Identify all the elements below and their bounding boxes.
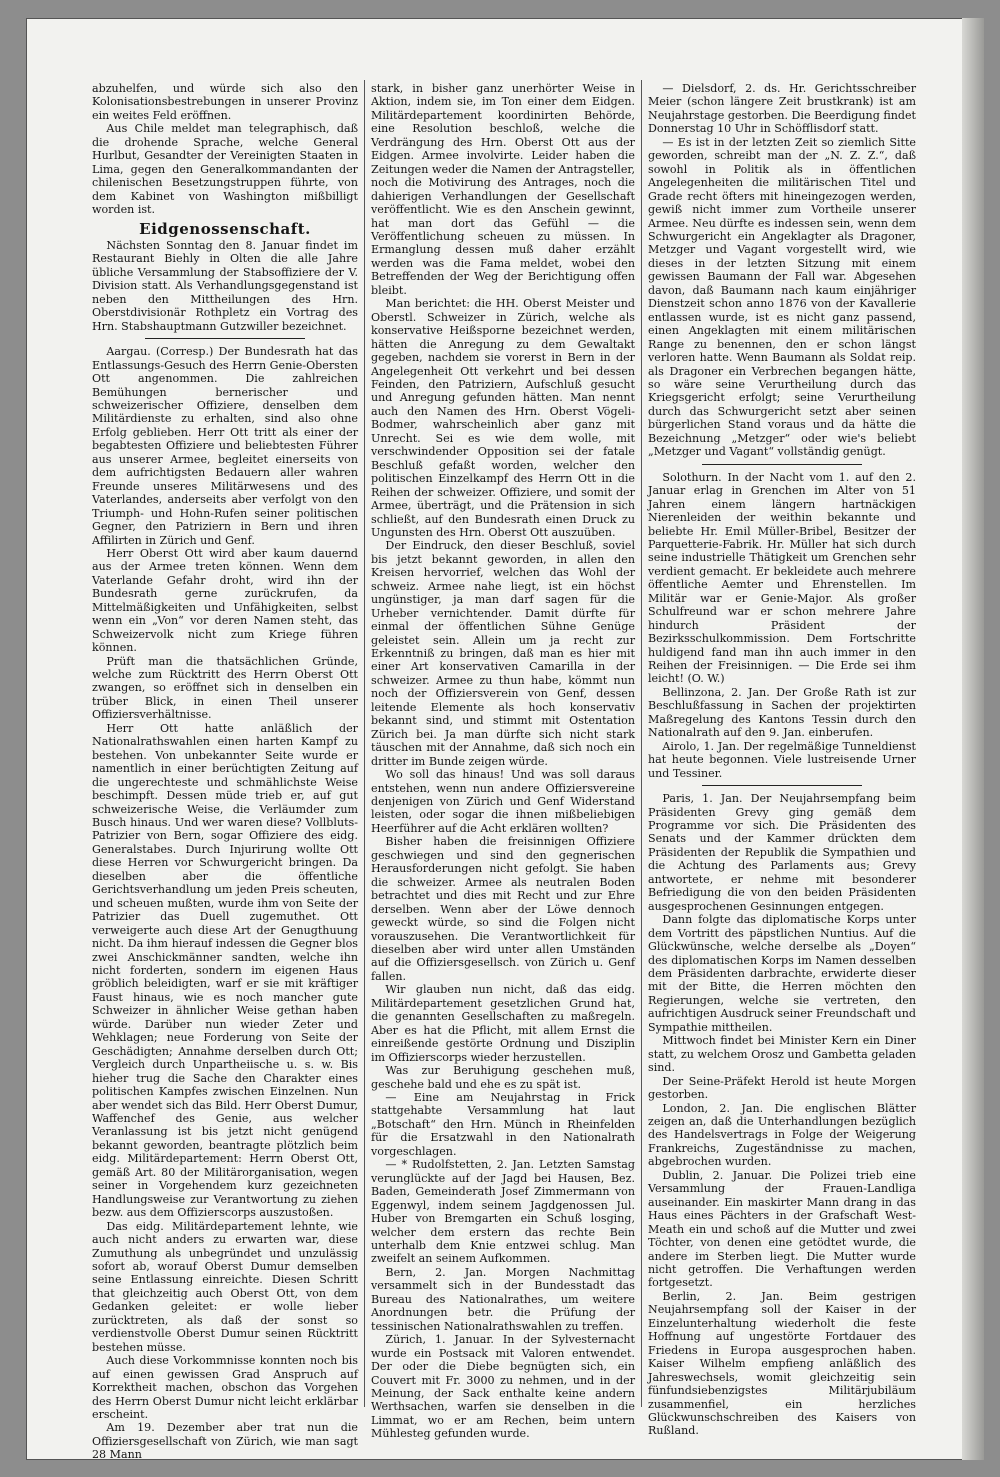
article-paragraph: Wir glauben nun nicht, daß das eidg. Militärdepartement gesetzlichen Grund hat, die genannten Gesellschaften zu maßregeln. Aber es hat die Pflicht, mit allem Ernst die einreißende gestörte Ordnung und Disziplin im Offizierscorps wieder herzustellen. [371, 983, 635, 1064]
article-paragraph: Bisher haben die freisinnigen Offiziere geschwiegen und sind den gegnerischen Herausforderungen nicht gefolgt. Sie haben die schweizer. Armee als neutralen Boden betrachtet und dies mit Recht und zur Ehre derselben. Wenn aber der Löwe dennoch geweckt würde, so sind die Folgen nicht vorauszusehen. Die Verantwortlichkeit für dieselben aber wird unter allen Umständen auf die Offiziersgesellsch. von Zürich u. Genf fallen. [371, 835, 635, 983]
column-2 [371, 82, 635, 1441]
section-title: Eidgenossenschaft. [139, 219, 311, 238]
article-paragraph: London, 2. Jan. Die englischen Blätter zeigen an, daß die Unterhandlungen bezüglich des Handelsvertrags in Folge der Weigerung Frankreichs, Zugeständnisse zu machen, abgebrochen wurden. [648, 1101, 916, 1169]
article-paragraph: — Eine am Neujahrstag in Frick stattgehabte Versammlung hat laut „Botschaft“ den Hrn. Münch in Rheinfelden für die Ersatzwahl in den Nationalrath vorgeschlagen. [371, 1090, 635, 1158]
divider [702, 785, 863, 786]
article-paragraph: Der Seine-Präfekt Herold ist heute Morgen gestorben. [648, 1074, 916, 1102]
article-paragraph: Dublin, 2. Januar. Die Polizei trieb eine Versammlung der Frauen-Landliga auseinander. Ein maskirter Mann drang in das Haus eines Pächters in der Grafschaft West-Meath ein und schoß auf die Mutter und zwei Töchter, von denen eine getödtet wurde, die andere im Sterben liegt. Die Mutter wurde nicht getroffen. Die Verhaftungen werden fortgesetzt. [648, 1168, 916, 1290]
article-paragraph: Solothurn. In der Nacht vom 1. auf den 2. Januar erlag in Grenchen im Alter von 51 Jahren einem längern hartnäckigen Nierenleiden der weithin bekannte und beliebte Hr. Emil Müller-Bribel, Besitzer der Parquetterie-Fabrik. Hr. Müller hat sich durch seine industrielle Thätigkeit um Grenchen sehr verdient gemacht. Er bekleidete auch mehrere öffentliche Aemter und Ehrenstellen. Im Militär war er Genie-Major. Als großer Schulfreund war er schon mehrere Jahre hindurch Präsident der Bezirksschulkommission. Dem Fortschritte huldigend fand man ihn auch immer in den Reihen der Freisinnigen. — Die Erde sei ihm leicht! (O. W.) [648, 470, 916, 686]
article-paragraph: stark, in bisher ganz unerhörter Weise in Aktion, indem sie, im Ton einer dem Eidgen. Militärdepartement koordinirten Behörde, eine Resolution beschloß, welche die Verdrängung des Hrn. Oberst Ott aus der Eidgen. Armee involvirte. Leider haben die Zeitungen weder die Namen der Antragsteller, noch die Motivirung des Antrages, noch die dahierigen Verhandlungen der Gesellschaft veröffentlicht. Wie es den Anschein gewinnt, hat man dort das Gefühl — die Veröffentlichung scheuen zu müssen. In Ermanglung dessen muß daher erzählt werden was die Fama meldet, wobei den Betreffenden der Weg der Berichtigung offen bleibt. [371, 82, 635, 297]
column-rule-left [364, 80, 365, 1407]
article-paragraph: Berlin, 2. Jan. Beim gestrigen Neujahrsempfang soll der Kaiser in der Einzelunterhaltung wiederholt die feste Hoffnung auf ungestörte Fortdauer des Friedens in Europa ausgesprochen haben. Kaiser Wilhelm empfieng anläßlich des Jahreswechsels, womit gleichzeitig sein fünfundsiebenzigstes Militärjubiläum zusammenfiel, ein herzliches Glückwunschschreiben des Kaisers von Rußland. [648, 1289, 916, 1438]
article-paragraph: Herr Oberst Ott wird aber kaum dauernd aus der Armee treten können. Wenn dem Vaterlande Gefahr droht, wird ihn der Bundesrath gerne zurückrufen, da Mittelmäßigkeiten und Unfähigkeiten, selbst wenn ein „Von“ vor deren Namen steht, das Schweizervolk nicht zum Kriege führen können. [92, 546, 358, 655]
page-edge-shadow [962, 18, 984, 1460]
article-paragraph: Mittwoch findet bei Minister Kern ein Diner statt, zu welchem Orosz und Gambetta geladen sind. [648, 1034, 916, 1075]
column-1 [92, 82, 358, 1462]
article-paragraph: Aus Chile meldet man telegraphisch, daß die drohende Sprache, welche General Hurlbut, Gesandter der Vereinigten Staaten in Lima, gegen den Generalkommandanten der chilenischen Besetzungstruppen führte, von dem Kabinet von Washington mißbilligt worden ist. [92, 122, 358, 217]
article-paragraph: Bern, 2. Jan. Morgen Nachmittag versammelt sich in der Bundesstadt das Bureau des Nationalrathes, um weitere Anordnungen betr. die Prüfung der tessinischen Nationalrathswahlen zu treffen. [371, 1265, 635, 1333]
article-paragraph: Aargau. (Corresp.) Der Bundesrath hat das Entlassungs-Gesuch des Herrn Genie-Obersten Ott angenommen. Die zahlreichen Bemühungen bernerischer und schweizerischer Offiziere, denselben dem Militärdienste zu erhalten, sind also ohne Erfolg geblieben. Herr Ott tritt als einer der begabtesten Offiziere und beliebtesten Führer aus unserer Armee, begleitet einerseits von dem aufrichtigsten Bedauern aller wahren Freunde unseres Militärwesens und des Vaterlandes, anderseits aber verfolgt von den Triumph- und Hohn-Rufen seiner politischen Gegner, den Patriziern in Bern und ihren Affilirten in Zürich und Genf. [92, 345, 358, 547]
article-paragraph: Prüft man die thatsächlichen Gründe, welche zum Rücktritt des Herrn Oberst Ott zwangen, so eröffnet sich in denselben ein trüber Blick, in einen Theil unserer Offiziersverhältnisse. [92, 654, 358, 722]
article-paragraph: Airolo, 1. Jan. Der regelmäßige Tunneldienst hat heute begonnen. Viele lustreisende Urner und Tessiner. [648, 739, 916, 780]
column-rule-right [641, 80, 642, 1407]
article-paragraph: Am 19. Dezember aber trat nun die Offiziersgesellschaft von Zürich, wie man sagt 28 Mann [92, 1421, 358, 1462]
divider [145, 338, 305, 339]
article-paragraph: Auch diese Vorkommnisse konnten noch bis auf einen gewissen Grad Anspruch auf Korrektheit machen, obschon das Vorgehen des Herrn Oberst Dumur nicht leicht erklärbar erscheint. [92, 1354, 358, 1421]
article-paragraph: Herr Ott hatte anläßlich der Nationalrathswahlen einen harten Kampf zu bestehen. Von unbekannter Seite wurde er namentlich in einer berüchtigten Zeitung auf die ungerechteste und schmählichste Weise beschimpft. Dessen müde trieb er, auf gut schweizerische Weise, die Verläumder zum Busch hinaus. Und wer waren diese? Vollbluts-Patrizier von Bern, sogar Offiziere des eidg. Generalstabes. Durch Injurirung wollte Ott diese Herren vor Schwurgericht bringen. Da dieselben aber die öffentliche Gerichtsverhandlung um jeden Preis scheuten, und scheuen mußten, wurde ihm von Seite der Patrizier das Duell zugemuthet. Ott verweigerte auch diese Art der Genugthuung nicht. Da ihm hierauf indessen die Gegner blos zwei Anschickmänner sandten, welche ihn nicht forderten, sondern im eigenen Haus gröblich beleidigten, warf er sie mit kräftiger Faust hinaus, wie es noch mancher gute Schweizer in ähnlicher Weise gethan haben würde. Darüber nun wieder Zeter und Wehklagen; neue Forderung von Seite der Geschädigten; Annahme derselben durch Ott; Vergleich durch Unpartheiische u. s. w. Bis hieher trug die Sache den Charakter eines politischen Kampfes zwischen Einzelnen. Nun aber wendet sich das Bild. Herr Oberst Dumur, Waffenchef des Genie, aus welcher Veranlassung ist bis jetzt nicht genügend bekannt geworden, beantragte plötzlich beim eidg. Militärdepartement: Herrn Oberst Ott, gemäß Art. 80 der Militärorganisation, wegen seiner in Vorgehendem kurz gezeichneten Handlungsweise zur Verantwortung zu ziehen bezw. aus dem Offizierscorps auszustoßen. [92, 721, 358, 1220]
article-paragraph: Wo soll das hinaus! Und was soll daraus entstehen, wenn nun andere Offiziersvereine denjenigen von Zürich und Genf Widerstand leisten, oder sogar die ihnen mißbeliebigen Heerführer auf die Acht erklären wollten? [371, 768, 635, 835]
article-paragraph: Zürich, 1. Januar. In der Sylvesternacht wurde ein Postsack mit Valoren entwendet. Der oder die Diebe begnügten sich, ein Couvert mit Fr. 3000 zu nehmen, und in der Meinung, der Sack enthalte keine andern Werthsachen, warfen sie denselben in die Limmat, wo er am Rechen, beim untern Mühlesteg gefunden wurde. [371, 1333, 635, 1441]
article-paragraph: — * Rudolfstetten, 2. Jan. Letzten Samstag verunglückte auf der Jagd bei Hausen, Bez. Baden, Gemeinderath Josef Zimmermann von Eggenwyl, indem seinem Jagdgenossen Jul. Huber von Bremgarten ein Schuß losging, welcher dem erstern das rechte Bein unterhalb dem Knie entzwei schlug. Man zweifelt an seinem Aufkommen. [371, 1158, 635, 1266]
article-paragraph: Was zur Beruhigung geschehen muß, geschehe bald und ehe es zu spät ist. [371, 1064, 635, 1091]
article-paragraph: — Es ist in der letzten Zeit so ziemlich Sitte geworden, schreibt man der „N. Z. Z.“, daß sowohl in Politik als in öffentlichen Angelegenheiten die militärischen Titel und Grade recht öfters mit hineingezogen werden, gewiß nicht immer zum Vortheile unserer Armee. Neu dürfte es indessen sein, wenn dem Schwurgericht ein Angeklagter als Dragoner, Metzger und Vagant vorgestellt wird, wie dieses in der letzten Sitzung mit einem gewissen Baumann der Fall war. Abgesehen davon, daß Baumann nach kaum einjähriger Dienstzeit schon anno 1876 von der Kavallerie entlassen wurde, ist es nicht ganz passend, einen Angeklagten mit einem militärischen Range zu benennen, den er schon längst verloren hatte. Wenn Baumann als Soldat reip. als Dragoner ein Verbrechen begangen hätte, so wäre seine Verurtheilung durch das Kriegsgericht erfolgt; seine Verurtheilung durch das Schwurgericht setzt aber seinen bürgerlichen Stand voraus und da hätte die Bezeichnung „Metzger“ oder wie's beliebt „Metzger und Vagant“ vollständig genügt. [648, 135, 916, 459]
article-paragraph: Man berichtet: die HH. Oberst Meister und Oberstl. Schweizer in Zürich, welche als konservative Heißsporne bezeichnet werden, hätten die Anregung zu dem Gewaltakt gegeben, nachdem sie vorerst in Bern in der Angelegenheit Ott verkehrt und bei dessen Feinden, den Patriziern, Aufschluß gesucht und Anregung gefunden hätten. Man nennt auch den Namen des Hrn. Oberst Vögeli-Bodmer, wahrscheinlich aber ganz mit Unrecht. Sei es wie dem wolle, mit verschwindender Opposition sei der fatale Beschluß gefaßt worden, welcher den politischen Einzelkampf des Herrn Ott in die Reihen der schweizer. Offiziere, und somit der Armee, überträgt, und die Prätension in sich schließt, auf den Bundesrath einen Druck zu Ungunsten des Hrn. Oberst Ott auszuüben. [371, 297, 635, 539]
column-3 [648, 82, 916, 1438]
divider [702, 464, 863, 465]
article-paragraph: Paris, 1. Jan. Der Neujahrsempfang beim Präsidenten Grevy ging gemäß dem Programme vor sich. Die Präsidenten des Senats und der Kammer drückten dem Präsidenten der Republik die Sympathien und die Achtung des Parlaments aus; Grevy antwortete, er nehme mit besonderer Befriedigung die von den beiden Präsidenten ausgesprochenen Gesinnungen entgegen. [648, 792, 916, 913]
article-paragraph: Das eidg. Militärdepartement lehnte, wie auch nicht anders zu erwarten war, diese Zumuthung als unbegründet und unzulässig sofort ab, worauf Oberst Dumur demselben seine Entlassung einreichte. Diesen Schritt that gleichzeitig auch Oberst Ott, von dem Gedanken geleitet: er wolle lieber zurücktreten, als daß der sonst so verdienstvolle Oberst Dumur seinen Rücktritt bestehen müsse. [92, 1219, 358, 1354]
article-paragraph: Bellinzona, 2. Jan. Der Große Rath ist zur Beschlußfassung in Sachen der projektirten Maßregelung des Kantons Tessin durch den Nationalrath auf den 9. Jan. einberufen. [648, 685, 916, 740]
article-paragraph: Nächsten Sonntag den 8. Januar findet im Restaurant Biehly in Olten die alle Jahre übliche Versammlung der Stabsoffiziere der V. Division statt. Als Verhandlungsgegenstand ist neben den Mittheilungen des Hrn. Oberstdivisionär Rothpletz ein Vortrag des Hrn. Stabshauptmann Gutzwiller bezeichnet. [92, 238, 358, 333]
article-paragraph: Der Eindruck, den dieser Beschluß, soviel bis jetzt bekannt geworden, in allen den Kreisen hervorrief, welchen das Wohl der schweiz. Armee nahe liegt, ist ein höchst ungünstiger, ja man darf sagen für die Urheber vernichtender. Damit dürfte für einmal der öffentlichen Sühne Genüge geleistet sein. Allein um ja recht zur Erkenntniß zu bringen, daß man es hier mit einer Art konservativen Camarilla in der schweizer. Armee zu thun habe, kömmt nun noch der Offiziersverein von Genf, dessen leitende Elemente als hoch konservativ bekannt sind, und stimmt mit Ostentation Zürich bei. Ja man dürfte sich nicht stark täuschen mit der Annahme, daß sich noch ein dritter im Bunde zeigen würde. [371, 539, 635, 768]
article-paragraph: — Dielsdorf, 2. ds. Hr. Gerichtsschreiber Meier (schon längere Zeit brustkrank) ist am Neujahrstage gestorben. Die Beerdigung findet Donnerstag 10 Uhr in Schöfflisdorf statt. [648, 82, 916, 136]
article-paragraph: abzuhelfen, und würde sich also den Kolonisationsbestrebungen in unserer Provinz ein weites Feld eröffnen. [92, 82, 358, 122]
article-paragraph: Dann folgte das diplomatische Korps unter dem Vortritt des päpstlichen Nuntius. Auf die Glückwünsche, welche derselbe als „Doyen“ des diplomatischen Korps im Namen desselben dem Präsidenten darbrachte, erwiderte dieser mit der Bitte, die Herren möchten den Regierungen, welche sie vertreten, den aufrichtigen Ausdruck seiner Freundschaft und Sympathie mittheilen. [648, 913, 916, 1034]
